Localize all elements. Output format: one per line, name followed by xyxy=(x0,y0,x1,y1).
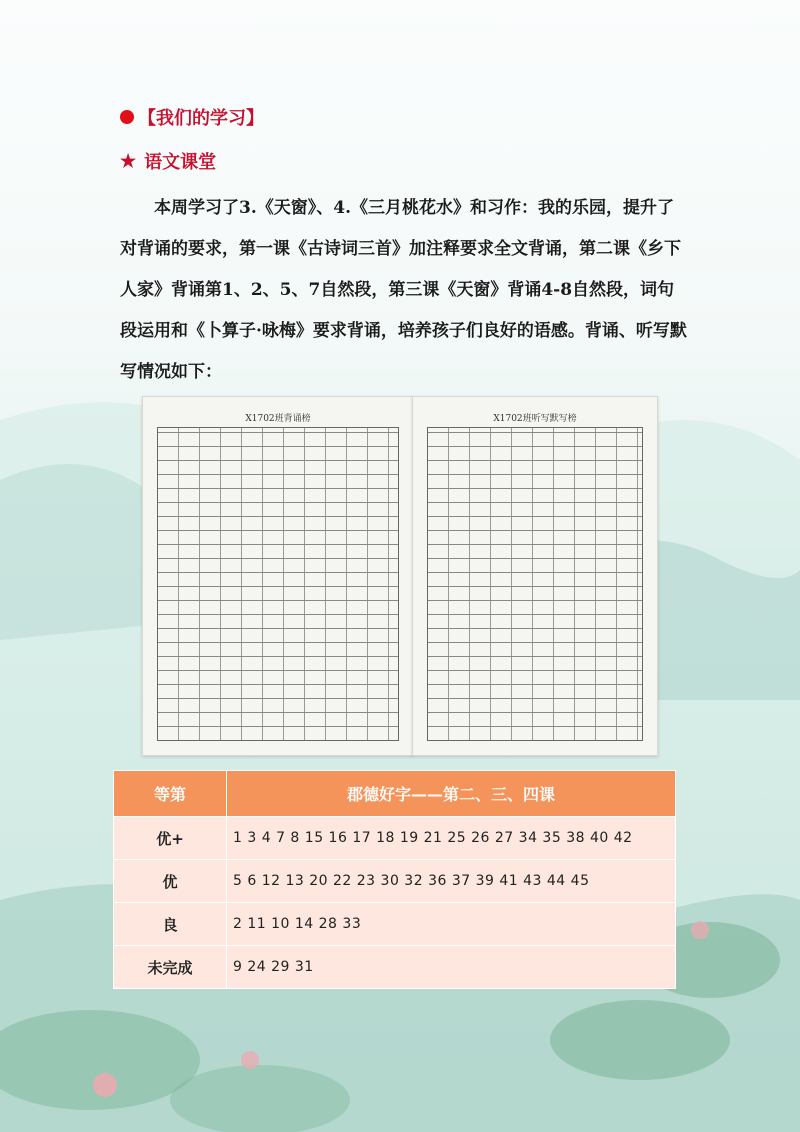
header-level: 等第 xyxy=(114,771,227,817)
table-header-row xyxy=(114,771,676,817)
body-paragraph: 本周学习了3.《天窗》、4.《三月桃花水》和习作：我的乐园，提升了对背诵的要求，第一课《古诗词三首》加注释要求全文背诵，第二课《乡下人家》背诵第1、2、5、7自然段，第三课《天窗》背诵4-8自然段，词句段运用和《卜算子·咏梅》要求背诵，培养孩子们良好的语感。背诵、听写默写情况如下： xyxy=(120,198,687,382)
student-numbers: 1 3 4 7 8 15 16 17 18 19 21 25 26 27 34 35 38 40 42 xyxy=(227,817,676,860)
table-row xyxy=(114,946,676,989)
star-icon: ★ xyxy=(120,150,137,172)
table-row xyxy=(114,903,676,946)
grade-level: 优+ xyxy=(114,817,227,860)
section-title-text: 【我们的学习】 xyxy=(138,108,264,129)
dictation-list-photo xyxy=(412,396,658,756)
student-numbers: 2 11 10 14 28 33 xyxy=(227,903,676,946)
photo-title: X1702班听写默写榜 xyxy=(493,414,577,424)
header-content: 郡德好字——第二、三、四课 xyxy=(227,771,676,817)
grade-level: 优 xyxy=(114,860,227,903)
table-row xyxy=(114,860,676,903)
subsection-title xyxy=(120,148,216,174)
red-dot-icon xyxy=(120,110,134,124)
table-row xyxy=(114,817,676,860)
student-numbers: 9 24 29 31 xyxy=(227,946,676,989)
section-title xyxy=(120,104,264,130)
recitation-list-photo xyxy=(142,396,414,756)
handwritten-table-image xyxy=(157,427,399,741)
student-numbers: 5 6 12 13 20 22 23 30 32 36 37 39 41 43 44 45 xyxy=(227,860,676,903)
grade-level: 良 xyxy=(114,903,227,946)
grade-level: 未完成 xyxy=(114,946,227,989)
grade-table xyxy=(113,770,676,989)
handwritten-table-image xyxy=(427,427,643,741)
subsection-title-text: 语文课堂 xyxy=(144,152,217,173)
photo-title: X1702班背诵榜 xyxy=(245,414,311,424)
